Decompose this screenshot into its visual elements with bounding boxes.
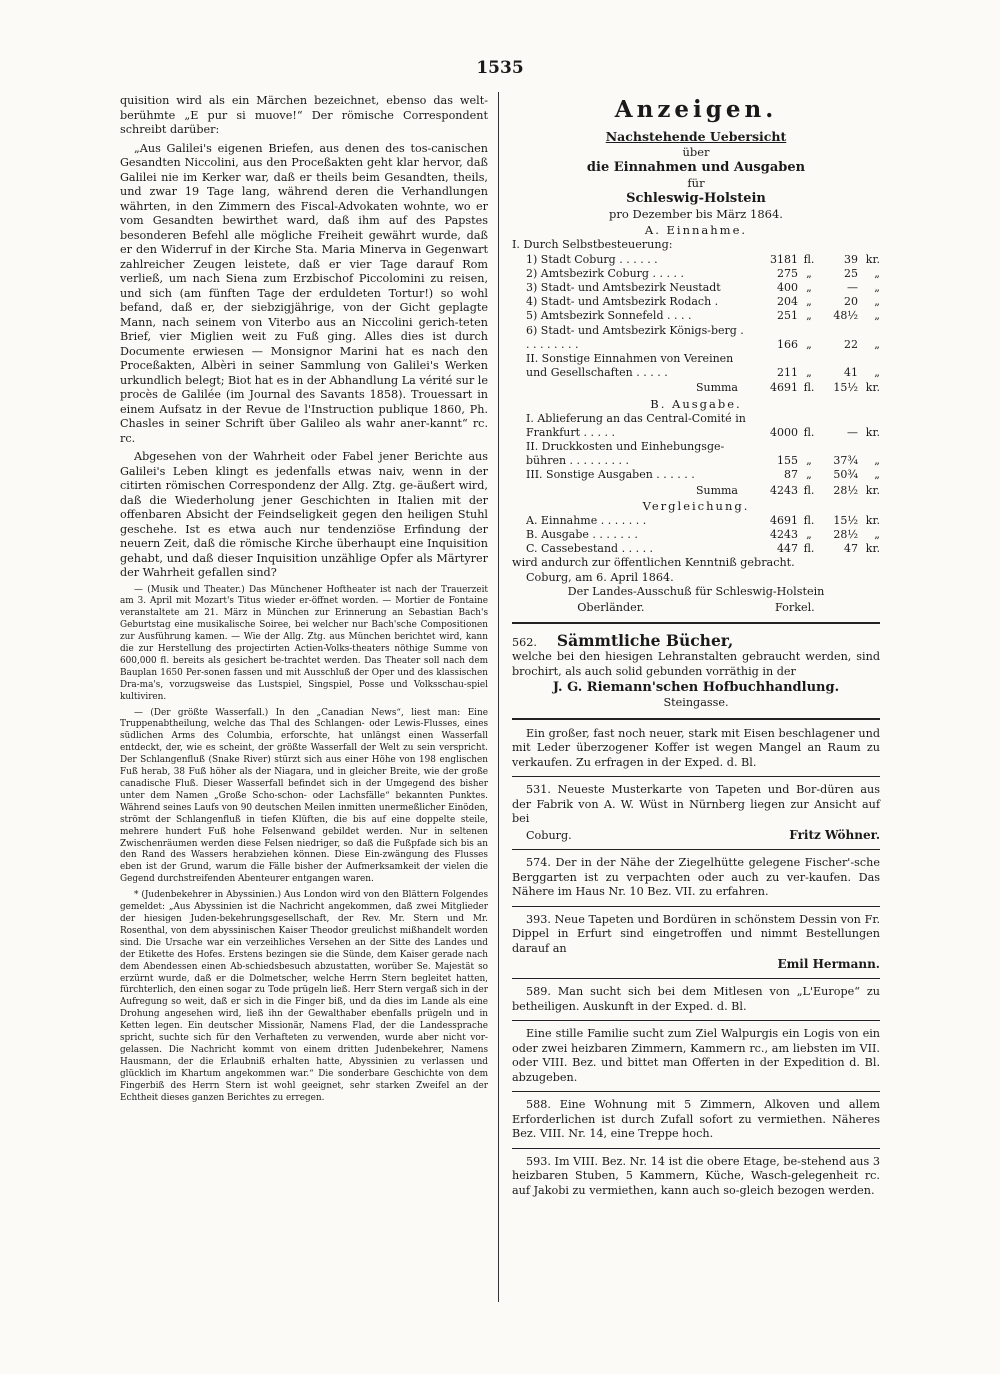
signer-1: Oberländer.	[577, 600, 645, 614]
table-row	[512, 352, 880, 380]
paragraph-galilei-quote: „Aus Galilei's eigenen Briefen, aus denen des tos-canischen Gesandten Niccolini, aus den Proceßakten geht klar hervor, daß Galilei nie im Kerker war, daß er theils beim Gesandten, theils, und zwar 19 Tage lang, während deren die Verhandlungen währten, in den Zimmern des Fiscal-Advokaten wohnte, wo er vom Gesandten bewirthet ward, daß ihm auf des Papstes besonderen Befehl alle mögliche Freiheit gewährt wurde, daß er den Widerruf in der Kirche Sta. Maria Minerva in Gegenwart zahlreicher Zeugen leistete, daß er vier Tage darauf Rom verließ, um nach Siena zum Erzbischof Piccolomini zu reisen, und sich (am fünften Tage der erduldeten Tortur!) so wohl befand, daß er, der siebzigjährige, von der Gicht geplagte Mann, nach seinem von Viterbo aus an Niccolini gerich-teten Brief, vier Miglien weit zu Fuß ging. Alles dies ist durch Documente erwiesen — Monsignor Marini hat es nach den Proceßakten, Albèri in seiner Sammlung von Galilei's Werken urkundlich belegt; Biot hat es in der Abhandlung La vérité sur le procès de Galilée (im Journal des Savants 1858). Trouessart in einem Aufsatz in der Revue de l'Instruction publique 1860, Ph. Chasles in seiner Schrift über Galileo als wahr aner-kannt“ rc. rc.	[120, 141, 488, 445]
row-florin: 3181	[770, 252, 798, 266]
ad-393-text: 393. Neue Tapeten und Bordüren in schönstem Dessin von Fr. Dippel in Erfurt sind eingetroffen und nimmt Bestellungen darauf an	[512, 912, 880, 955]
row-kreuzer: 37¾	[833, 454, 858, 468]
rule	[512, 1148, 880, 1149]
report-period: pro Dezember bis März 1864.	[609, 207, 783, 221]
rule	[512, 978, 880, 979]
row-kreuzer-unit: „	[874, 309, 880, 323]
row-florin-unit: „	[806, 266, 812, 280]
ad-562-title: Sämmtliche Bücher,	[556, 630, 734, 650]
news-waterfall: — (Der größte Wasserfall.) In den „Canadian News“, liest man: Eine Truppenabtheilung, welche das Thal des Schlangen- oder Lewis-Flusses, eines südlichen Arms des Columbia, erforschte, hat unlängst einen Wasserfall entdeckt, der, wie es scheint, der größte Wasserfall der Welt zu sein verspricht. Der Schlangenfluß (Snake River) stürzt sich aus einer Höhe von 198 englischen Fuß herab, 38 Fuß höher als der Niagara, und in gleicher Breite, wie der große canadische Fluß. Dieser Wasserfall befindet sich in der Umgegend des bisher unter dem Namen „Große Scho-schon- oder Lachsfälle“ bekannten Punktes. Während seines Laufs von 90 deutschen Meilen inmitten unermeßlicher Einöden, strömt der Schlangenfluß in tiefen Klüften, die bis auf eine doppelte steile, mehrere hundert Fuß hohe Felsenwand gebildet werden. Nur in seltenen Zwischenräumen werden diese Felsen niedriger, so daß die Fußpfade sich bis an den Rand des Wassers herabziehen können. Diese Ein-zwängung des Flusses eben ist der Grund, warum die Fälle bisher der Aufmerksamkeit der vielen die Gegend durchstreifenden Abenteurer entgangen waren.	[120, 707, 488, 885]
ad-393-signer: Emil Hermann.	[777, 957, 880, 972]
row-label: 2) Amtsbezirk Coburg . . . . .	[526, 266, 684, 280]
section-comparison: Vergleichung.	[642, 498, 750, 513]
row-florin: 400	[777, 280, 798, 294]
column-divider	[498, 92, 499, 1302]
row-florin-unit: „	[806, 468, 812, 482]
row-kreuzer-unit: „	[874, 468, 880, 482]
row-kreuzer: 28½	[833, 527, 858, 541]
row-kreuzer-unit: „	[874, 454, 880, 468]
ad-562-text: welche bei den hiesigen Lehranstalten gebraucht werden, sind brochirt, als auch solid gebunden vorräthig in der	[512, 650, 880, 678]
row-kreuzer-unit: „	[874, 366, 880, 380]
ad-531-signer: Fritz Wöhner.	[789, 827, 880, 842]
row-florin: 4691	[770, 513, 798, 527]
row-kreuzer-unit: kr.	[865, 381, 880, 395]
row-kreuzer: 25	[844, 266, 858, 280]
sum-row	[512, 483, 880, 498]
row-label: 1) Stadt Coburg . . . . . .	[526, 252, 658, 266]
report-region: Schleswig-Holstein	[626, 191, 766, 206]
table-row	[512, 267, 880, 281]
row-kreuzer-unit: „	[874, 527, 880, 541]
row-label: II. Druckkosten und Einhebungsge-bühren . . . . . . . . .	[526, 439, 725, 468]
table-row	[512, 514, 880, 528]
ad-562-firm: J. G. Riemann'schen Hofbuchhandlung.	[552, 680, 840, 696]
row-kreuzer-unit: kr.	[865, 542, 880, 556]
row-florin-unit: „	[806, 527, 812, 541]
row-kreuzer: 47	[844, 542, 858, 556]
row-florin: 447	[777, 542, 798, 556]
row-kreuzer-unit: „	[874, 295, 880, 309]
table-row	[512, 468, 880, 482]
rule	[512, 849, 880, 850]
row-label: C. Cassebestand . . . . .	[526, 542, 654, 556]
table-row	[512, 309, 880, 323]
news-music-theater: — (Musik und Theater.) Das Münchener Hoftheater ist nach der Trauerzeit am 3. April mit Mozart's Titus wieder er-öffnet worden. — Mortier de Fontaine veranstaltete am 21. März in München zur Erinnerung an Sebastian Bach's Geburtstag eine musikalische Soiree, bei welcher nur Bach'sche Compositionen zur Ausführung kamen. — Wie der Allg. Ztg. aus München berichtet wird, kann die zur Herstellung des projectirten Actien-Volks-theaters nöthige Summe von 600,000 fl. bereits als gesichert be-trachtet werden. Das Theater soll nach dem Bauplan 1650 Per-sonen fassen und mit Ausschluß der Oper und des klassischen Dra-ma's, vorzugsweise das Lustspiel, Singspiel, Posse und Volksschau-spiel kultiviren.	[120, 584, 488, 702]
section-income-sub: I. Durch Selbstbesteuerung:	[512, 238, 673, 251]
row-label: 4) Stadt- und Amtsbezirk Rodach .	[526, 295, 719, 309]
row-label: Summa	[695, 381, 738, 395]
report-closing: wird andurch zur öffentlichen Kenntniß gebracht.	[512, 556, 795, 570]
row-kreuzer-unit: kr.	[865, 513, 880, 527]
row-kreuzer-unit: „	[874, 266, 880, 280]
report-heading-ueber: über	[682, 145, 710, 159]
table-row	[512, 253, 880, 267]
report-subject: die Einnahmen und Ausgaben	[586, 160, 806, 175]
row-label: II. Sonstige Einnahmen von Vereinen und Gesellschaften . . . . .	[526, 351, 734, 380]
news-abyssinia: * (Judenbekehrer in Abyssinien.) Aus London wird von den Blättern Folgendes gemeldet: „Aus Abyssinien ist die Nachricht angekommen, daß zwei Mitglieder der hiesigen Juden-bekehrungsgesellschaft, der Rev. Mr. Stern und Mr. Rosenthal, von dem abyssinischen Kaiser Theodor greulichst mißhandelt worden sind. Die Ursache war ein verzeihliches Versehen an der Sitte des Landes und der Etikette des Hofes. Erstens bezingen sie die Sünde, dem Kaiser gerade nach dem Abendessen einen Ab-schiedsbesuch abzustatten, worüber Se. Majestät so erzürnt wurde, daß er die Dolmetscher, welche Herrn Stern begleitet hatten, fürchterlich, den einen sogar zu Tode prügeln ließ. Herr Stern vergaß sich in der Aufregung so weit, daß er sich in die Finger biß, und da dies im Lande als eine Drohung angesehen wird, ließ ihn der Gewalthaber ebenfalls prügeln und in Ketten legen. Ein deutscher Missionär, Namens Flad, der die Landessprache spricht, suchte sich für den Verhafteten zu verwenden, wurde aber nicht vor-gelassen. Die Nachricht kommt von einem dritten Judenbekehrer, Namens Hausmann, der die Erlaubniß erhalten hatte, Abyssinien zu verlassen und glücklich im Khartum angekommen war.“ Die sonderbare Geschichte von dem Fingerbiß des Herrn Stern ist wohl geeignet, sehr starken Zweifel an der Echtheit dieses ganzen Berichtes zu erregen.	[120, 890, 488, 1103]
row-florin-unit: fl.	[803, 425, 815, 439]
expense-table	[512, 412, 880, 498]
ad-593: 593. Im VIII. Bez. Nr. 14 ist die obere Etage, be-stehend aus 3 heizbaren Stuben, 5 Kammern, Küche, Wasch-gelegenheit rc. auf Jakobi zu vermiethen, kann auch so-gleich bezogen werden.	[512, 1154, 880, 1197]
ads-title: Anzeigen.	[614, 96, 778, 123]
rule	[512, 1091, 880, 1092]
table-row	[512, 412, 880, 440]
row-florin-unit: „	[806, 280, 812, 294]
row-florin: 4243	[770, 483, 798, 497]
ad-588: 588. Eine Wohnung mit 5 Zimmern, Alkoven und allem Erforderlichen ist durch Zufall sofort zu vermiethen. Näheres Bez. VIII. Nr. 14, eine Treppe hoch.	[512, 1098, 880, 1141]
row-kreuzer: 15½	[833, 381, 858, 395]
row-kreuzer: 50¾	[833, 468, 858, 482]
row-florin: 4243	[770, 527, 798, 541]
ad-562-street: Steingasse.	[663, 696, 729, 710]
rule	[512, 718, 880, 720]
report-heading: Nachstehende Uebersicht	[605, 129, 787, 144]
ad-familie: Eine stille Familie sucht zum Ziel Walpurgis ein Logis von ein oder zwei heizbaren Zimmern, Kammern rc., am liebsten im VII. oder VIII. Bez. und bittet man Offerten in der Expedition d. Bl. abzugeben.	[512, 1027, 880, 1084]
row-florin-unit: „	[806, 454, 812, 468]
table-row	[512, 542, 880, 556]
ad-531	[512, 783, 880, 843]
row-kreuzer: —	[847, 425, 858, 439]
rule	[512, 776, 880, 777]
row-kreuzer-unit: „	[874, 280, 880, 294]
comparison-table	[512, 514, 880, 557]
section-income: A. Einnahme.	[644, 223, 748, 237]
financial-report	[512, 129, 880, 615]
row-florin: 87	[784, 468, 798, 482]
row-label: 5) Amtsbezirk Sonnefeld . . . .	[526, 309, 692, 323]
row-label: 6) Stadt- und Amtsbezirk Königs-berg . . . . . . . . .	[526, 323, 744, 351]
rule	[512, 622, 880, 624]
table-row	[512, 324, 880, 352]
row-florin-unit: „	[806, 309, 812, 323]
row-florin: 204	[777, 295, 798, 309]
ad-562-number: 562.	[512, 635, 537, 649]
table-row	[512, 281, 880, 295]
paragraph-galilei-commentary: Abgesehen von der Wahrheit oder Fabel jener Berichte aus Galilei's Leben klingt es jedenfalls etwas naiv, wenn in der citirten römischen Correspondenz der Allg. Ztg. ge-äußert wird, daß die Wiederholung jener Geschichten in Italien mit der offenbaren Absicht der Feindseligkeit gegen den heiligen Stuhl geschehe. Ist es etwa auch nur tendenziöse Erfindung der neuern Zeit, daß die römische Kirche überhaupt eine Inquisition gehabt, und daß dieser Inquisition unzählige Opfer als Märtyrer der Wahrheit gefallen sind?	[120, 450, 488, 579]
ad-393	[512, 913, 880, 973]
row-florin-unit: „	[806, 366, 812, 380]
row-kreuzer: 15½	[833, 513, 858, 527]
row-label: Summa	[695, 483, 738, 497]
income-table	[512, 253, 880, 396]
page-number: 1535	[476, 58, 524, 78]
row-florin: 211	[777, 366, 798, 380]
row-florin: 4000	[770, 425, 798, 439]
row-label: B. Ausgabe . . . . . . .	[526, 527, 638, 541]
row-label: A. Einnahme . . . . . . .	[526, 513, 647, 527]
right-column	[512, 94, 880, 1198]
report-date: Coburg, am 6. April 1864.	[526, 570, 674, 584]
table-row	[512, 528, 880, 542]
row-kreuzer: 28½	[833, 483, 858, 497]
row-label: 3) Stadt- und Amtsbezirk Neustadt	[526, 280, 721, 294]
sum-row	[512, 380, 880, 395]
row-kreuzer: 39	[844, 252, 858, 266]
signer-2: Forkel.	[774, 600, 815, 614]
row-florin-unit: fl.	[803, 483, 815, 497]
row-kreuzer: —	[847, 280, 858, 294]
row-kreuzer-unit: „	[874, 337, 880, 351]
report-committee: Der Landes-Ausschuß für Schleswig-Holstein	[567, 585, 825, 599]
rule	[512, 1020, 880, 1021]
paragraph-galilei-intro: quisition wird als ein Märchen bezeichnet, ebenso das welt-berühmte „E pur si muove!“ Der römische Correspondent schreibt darüber:	[120, 94, 488, 136]
ad-531-place: Coburg.	[526, 828, 572, 842]
ad-koffer: Ein großer, fast noch neuer, stark mit Eisen beschlagener und mit Leder überzogener Koffer ist wegen Mangel an Raum zu verkaufen. Zu erfragen in der Exped. d. Bl.	[512, 726, 880, 769]
row-florin-unit: „	[806, 337, 812, 351]
row-florin-unit: „	[806, 295, 812, 309]
left-column	[120, 94, 488, 1104]
row-kreuzer-unit: kr.	[865, 252, 880, 266]
ad-562	[512, 631, 880, 711]
row-label: I. Ablieferung an das Central-Comité in Frankfurt . . . . .	[526, 411, 746, 439]
row-florin: 251	[777, 309, 798, 323]
row-kreuzer-unit: kr.	[865, 483, 880, 497]
row-kreuzer: 20	[844, 295, 858, 309]
row-kreuzer: 22	[844, 337, 858, 351]
row-florin: 155	[777, 454, 798, 468]
row-florin: 275	[777, 266, 798, 280]
ad-531-text: 531. Neueste Musterkarte von Tapeten und Bor-düren aus der Fabrik von A. W. Wüst in Nürnberg liegen zur Ansicht auf bei	[512, 783, 880, 826]
row-florin: 166	[777, 337, 798, 351]
row-florin-unit: fl.	[803, 513, 815, 527]
row-kreuzer-unit: kr.	[865, 425, 880, 439]
ad-589: 589. Man sucht sich bei dem Mitlesen von „L'Europe“ zu betheiligen. Auskunft in der Exped. d. Bl.	[512, 985, 880, 1013]
row-florin-unit: fl.	[803, 542, 815, 556]
row-florin: 4691	[770, 381, 798, 395]
row-kreuzer: 41	[844, 366, 858, 380]
rule	[512, 906, 880, 907]
section-expense: B. Ausgabe.	[650, 396, 742, 411]
table-row	[512, 295, 880, 309]
report-heading-fuer: für	[687, 176, 705, 190]
row-label: III. Sonstige Ausgaben . . . . . .	[526, 468, 695, 482]
row-florin-unit: fl.	[803, 381, 815, 395]
report-signers	[512, 600, 880, 615]
row-kreuzer: 48½	[833, 309, 858, 323]
ad-574: 574. Der in der Nähe der Ziegelhütte gelegene Fischer'-sche Berggarten ist zu verpachten oder auch zu ver-kaufen. Das Nähere im Haus Nr. 10 Bez. VII. zu erfahren.	[512, 856, 880, 899]
row-florin-unit: fl.	[803, 252, 815, 266]
table-row	[512, 440, 880, 468]
